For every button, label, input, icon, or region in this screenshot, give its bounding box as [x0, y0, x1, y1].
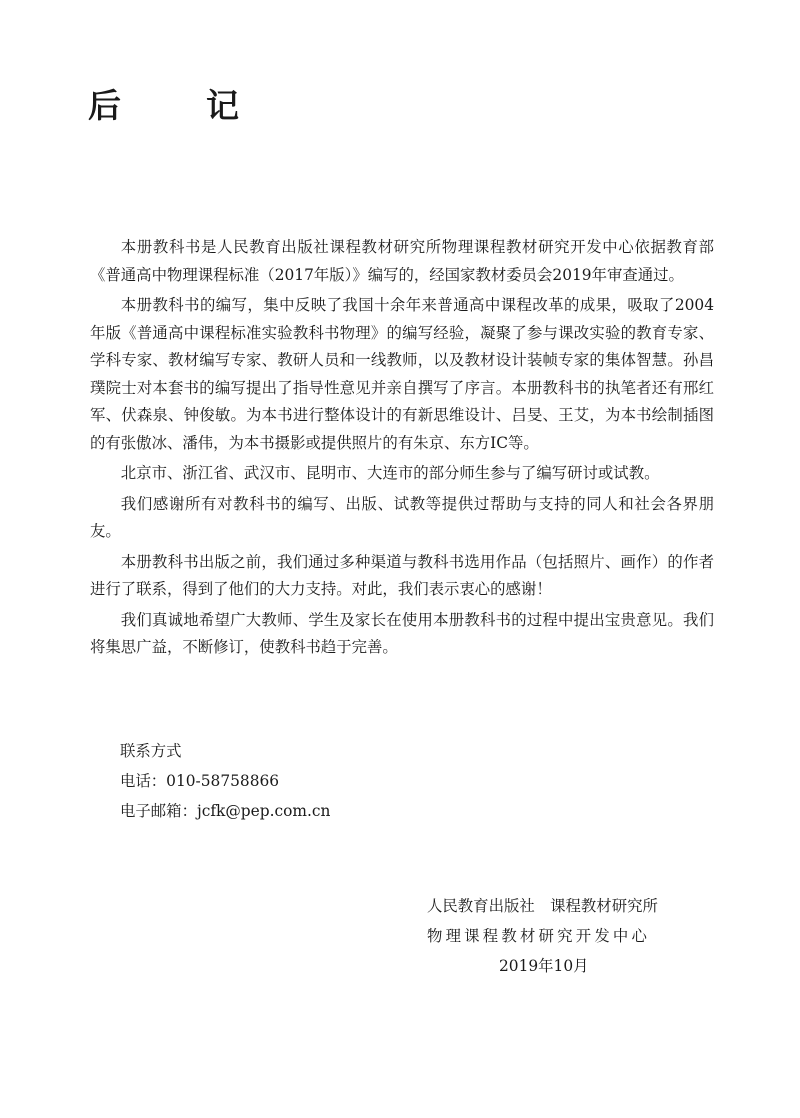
contact-email: 电子邮箱：jcfk@pep.com.cn — [120, 802, 331, 820]
signature-center: 物理课程教材研究开发中心 — [427, 927, 651, 945]
signature-block — [427, 891, 658, 981]
paragraph-6: 我们真诚地希望广大教师、学生及家长在使用本册教科书的过程中提出宝贵意见。我们将集思广益，不断修订，使教科书趋于完善。 — [90, 610, 714, 656]
signature-date: 2019年10月 — [499, 957, 589, 975]
paragraph-4: 我们感谢所有对教科书的编写、出版、试教等提供过帮助与支持的同人和社会各界朋友。 — [90, 494, 714, 540]
page-title: 后 记 — [88, 86, 265, 125]
contact-heading: 联系方式 — [120, 742, 182, 760]
signature-publisher: 人民教育出版社 课程教材研究所 — [427, 897, 658, 915]
paragraph-2: 本册教科书的编写，集中反映了我国十余年来普通高中课程改革的成果，吸取了2004年版《普通高中课程标准实验教科书物理》的编写经验，凝聚了参与课改实验的教育专家、学科专家、教材编写专家、教研人员和一线教师，以及教材设计装帧专家的集体智慧。孙昌璞院士对本套书的编写提出了指导性意见并亲自撰写了序言。本册教科书的执笔者还有邢红军、伏森泉、钟俊敏。为本书进行整体设计的有新思维设计、吕旻、王艾，为本书绘制插图的有张傲冰、潘伟，为本书摄影或提供照片的有朱京、东方IC等。 — [90, 296, 714, 452]
paragraph-1: 本册教科书是人民教育出版社课程教材研究所物理课程教材研究开发中心依据教育部《普通高中物理课程标准（2017年版）》编写的，经国家教材委员会2019年审查通过。 — [90, 238, 714, 284]
paragraph-5: 本册教科书出版之前，我们通过多种渠道与教科书选用作品（包括照片、画作）的作者进行了联系，得到了他们的大力支持。对此，我们表示衷心的感谢！ — [90, 552, 714, 598]
afterword-body — [90, 234, 714, 665]
paragraph-3: 北京市、浙江省、武汉市、昆明市、大连市的部分师生参与了编写研讨或试教。 — [120, 464, 660, 482]
contact-phone: 电话：010-58758866 — [120, 772, 280, 790]
contact-block — [120, 736, 330, 826]
